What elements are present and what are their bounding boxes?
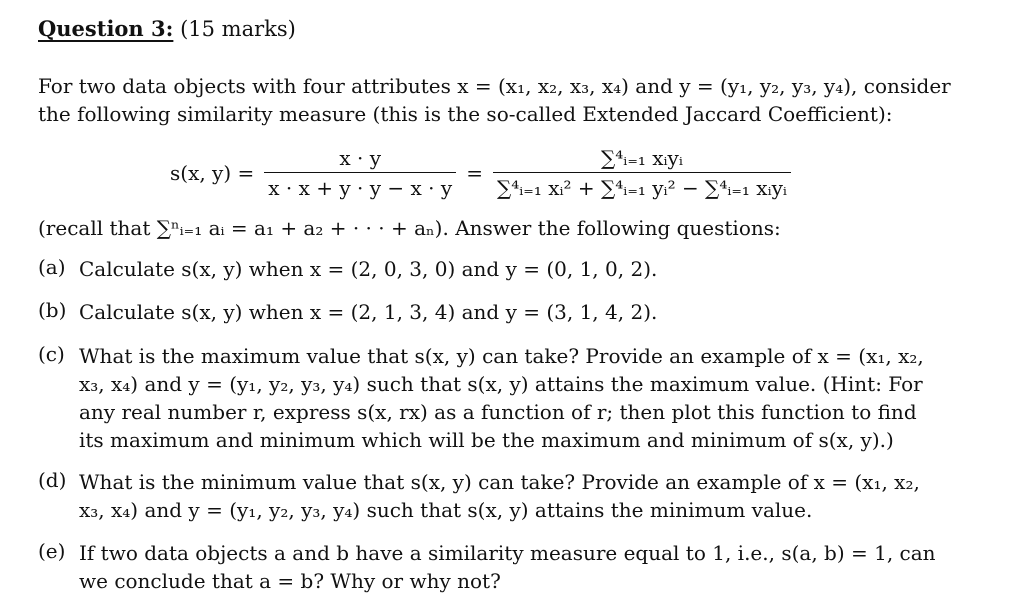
recall-line: (recall that ∑ⁿᵢ₌₁ aᵢ = a₁ + a₂ + · · · + aₙ). Answer the following questions: [38,216,781,240]
intro-line-1: For two data objects with four attributes x = (x₁, x₂, x₃, x₄) and y = (y₁, y₂, y₃, y₄), consider [38,74,951,98]
part-d-text: What is the minimum value that s(x, y) can take? Provide an example of x = (x₁, x₂, x₃, x₄) and y = (y₁, y₂, y₃, y₄) such that s(x, y) attains the minimum value. [79,470,920,522]
fraction-vector-form [264,146,456,200]
intro-line-2: the following similarity measure (this is the so-called Extended Jaccard Coefficient): [38,102,893,126]
fraction-sum-form [493,146,791,200]
question-heading [38,16,296,41]
similarity-formula [170,143,791,203]
part-b-label: (b) [38,298,67,322]
fraction-sum-numerator: ∑⁴ᵢ₌₁ xᵢyᵢ [601,146,683,170]
part-e-text: If two data objects a and b have a similarity measure equal to 1, i.e., s(a, b) = 1, can we conclude that a = b? Why or why not? [79,541,936,593]
part-b [38,298,938,326]
formula-lhs: s(x, y) = [170,161,255,185]
question-title: Question 3: [38,16,174,41]
part-e-label: (e) [38,539,66,563]
part-c-text: What is the maximum value that s(x, y) can take? Provide an example of x = (x₁, x₂, x₃, x₄) and y = (y₁, y₂, y₃, y₄) such that s(x, y) attains the maximum value. (Hint: For any real number r, express s(x, rx) as a function of r; then plot this function to find its maximum and minimum which will be the maximum and minimum of s(x, y).) [79,344,924,452]
part-a-text: Calculate s(x, y) when x = (2, 0, 3, 0) and y = (0, 1, 0, 2). [79,257,658,281]
part-e [38,539,938,595]
part-c-label: (c) [38,342,65,366]
question-marks: (15 marks) [180,17,296,41]
part-b-text: Calculate s(x, y) when x = (2, 1, 3, 4) and y = (3, 1, 4, 2). [79,300,658,324]
fraction-sum-denominator: ∑⁴ᵢ₌₁ xᵢ² + ∑⁴ᵢ₌₁ yᵢ² − ∑⁴ᵢ₌₁ xᵢyᵢ [493,172,791,200]
part-c [38,342,938,454]
part-d-label: (d) [38,468,67,492]
part-a-label: (a) [38,255,66,279]
part-a [38,255,938,283]
fraction-vector-numerator: x · y [339,146,382,170]
part-d [38,468,938,524]
fraction-vector-denominator: x · x + y · y − x · y [264,172,456,200]
formula-equals: = [466,161,483,185]
